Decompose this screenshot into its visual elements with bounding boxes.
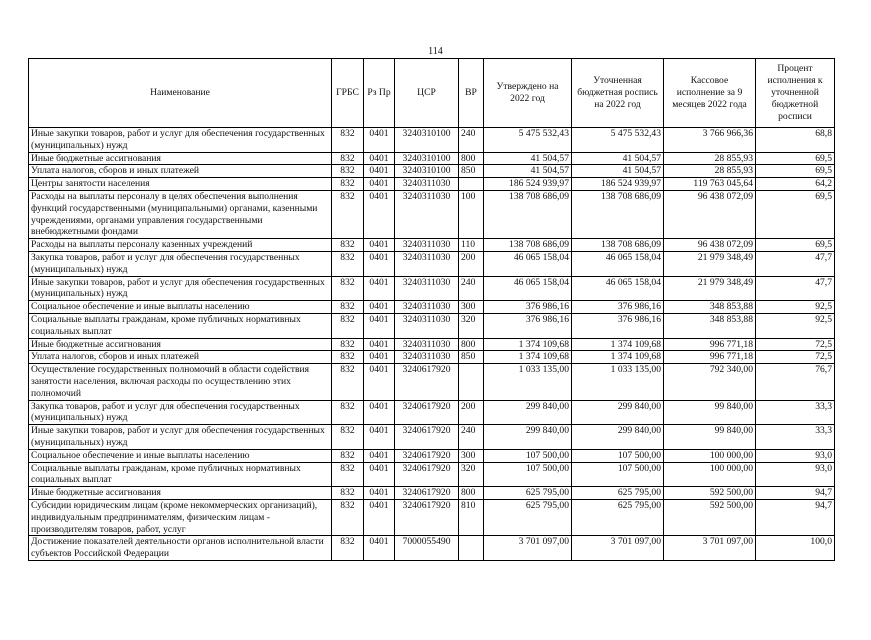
cell-name: Закупка товаров, работ и услуг для обеспечения государственных (муниципальных) нужд [29, 400, 332, 425]
cell-rzpr: 0401 [364, 313, 395, 338]
cell-vr: 320 [459, 313, 484, 338]
cell-cash: 99 840,00 [664, 425, 756, 450]
cell-approved: 138 708 686,09 [484, 190, 572, 238]
cell-grbs: 832 [332, 338, 364, 351]
cell-rzpr: 0401 [364, 152, 395, 165]
cell-cash: 28 855,93 [664, 152, 756, 165]
cell-name: Иные бюджетные ассигнования [29, 152, 332, 165]
cell-grbs: 832 [332, 152, 364, 165]
cell-vr [459, 536, 484, 561]
cell-grbs: 832 [332, 462, 364, 487]
cell-vr: 800 [459, 152, 484, 165]
cell-grbs: 832 [332, 313, 364, 338]
cell-cash: 21 979 348,49 [664, 251, 756, 276]
cell-grbs: 832 [332, 499, 364, 535]
cell-vr [459, 178, 484, 191]
header-approved: Утверждено на 2022 год [484, 59, 572, 128]
cell-name: Иные закупки товаров, работ и услуг для обеспечения государственных (муниципальных) нужд [29, 128, 332, 153]
cell-cash: 3 766 966,36 [664, 128, 756, 153]
cell-approved: 41 504,57 [484, 152, 572, 165]
cell-approved: 1 033 135,00 [484, 364, 572, 400]
cell-grbs: 832 [332, 449, 364, 462]
cell-vr: 320 [459, 462, 484, 487]
cell-rzpr: 0401 [364, 178, 395, 191]
cell-rzpr: 0401 [364, 276, 395, 301]
cell-rzpr: 0401 [364, 239, 395, 252]
cell-csr: 7000055490 [395, 536, 459, 561]
cell-csr: 3240617920 [395, 487, 459, 500]
cell-percent: 69,5 [756, 190, 835, 238]
cell-csr: 3240311030 [395, 178, 459, 191]
cell-csr: 3240617920 [395, 462, 459, 487]
table-row [29, 425, 835, 450]
table-row [29, 400, 835, 425]
cell-name: Иные закупки товаров, работ и услуг для обеспечения государственных (муниципальных) нужд [29, 425, 332, 450]
cell-vr: 300 [459, 301, 484, 314]
table-row [29, 536, 835, 561]
cell-approved: 5 475 532,43 [484, 128, 572, 153]
cell-grbs: 832 [332, 239, 364, 252]
cell-approved: 41 504,57 [484, 165, 572, 178]
cell-approved: 107 500,00 [484, 449, 572, 462]
cell-cash: 28 855,93 [664, 165, 756, 178]
cell-vr: 110 [459, 239, 484, 252]
cell-percent: 72,5 [756, 351, 835, 364]
cell-grbs: 832 [332, 251, 364, 276]
cell-name: Центры занятости населения [29, 178, 332, 191]
cell-name: Социальные выплаты гражданам, кроме публичных нормативных социальных выплат [29, 313, 332, 338]
cell-name: Иные закупки товаров, работ и услуг для обеспечения государственных (муниципальных) нужд [29, 276, 332, 301]
table-row [29, 301, 835, 314]
cell-cash: 99 840,00 [664, 400, 756, 425]
cell-cash: 21 979 348,49 [664, 276, 756, 301]
cell-name: Уплата налогов, сборов и иных платежей [29, 165, 332, 178]
table-row [29, 338, 835, 351]
cell-grbs: 832 [332, 425, 364, 450]
cell-vr: 200 [459, 400, 484, 425]
cell-name: Расходы на выплаты персоналу казенных учреждений [29, 239, 332, 252]
cell-rzpr: 0401 [364, 251, 395, 276]
cell-vr: 300 [459, 449, 484, 462]
cell-approved: 1 374 109,68 [484, 338, 572, 351]
cell-rzpr: 0401 [364, 364, 395, 400]
header-percent: Процент исполнения к уточненной бюджетной росписи [756, 59, 835, 128]
table-header-row [29, 59, 835, 128]
cell-rzpr: 0401 [364, 351, 395, 364]
cell-approved: 625 795,00 [484, 487, 572, 500]
cell-rzpr: 0401 [364, 536, 395, 561]
cell-vr: 100 [459, 190, 484, 238]
cell-percent: 33,3 [756, 425, 835, 450]
cell-approved: 138 708 686,09 [484, 239, 572, 252]
table-row [29, 152, 835, 165]
cell-refined: 625 795,00 [572, 499, 664, 535]
cell-name: Расходы на выплаты персоналу в целях обеспечения выполнения функций государственными (муниципальными) органами, казенными учреждениями, органами управления государственными внебюджетными фондами [29, 190, 332, 238]
cell-approved: 376 986,16 [484, 301, 572, 314]
table-body [29, 128, 835, 561]
cell-vr: 850 [459, 165, 484, 178]
cell-vr: 800 [459, 487, 484, 500]
cell-csr: 3240311030 [395, 301, 459, 314]
cell-name: Социальные выплаты гражданам, кроме публичных нормативных социальных выплат [29, 462, 332, 487]
cell-grbs: 832 [332, 165, 364, 178]
cell-grbs: 832 [332, 536, 364, 561]
cell-percent: 76,7 [756, 364, 835, 400]
table-row [29, 487, 835, 500]
cell-refined: 299 840,00 [572, 425, 664, 450]
cell-vr [459, 364, 484, 400]
cell-approved: 46 065 158,04 [484, 276, 572, 301]
header-grbs: ГРБС [332, 59, 364, 128]
cell-csr: 3240617920 [395, 400, 459, 425]
table-row [29, 190, 835, 238]
cell-refined: 138 708 686,09 [572, 190, 664, 238]
cell-refined: 41 504,57 [572, 152, 664, 165]
cell-name: Закупка товаров, работ и услуг для обеспечения государственных (муниципальных) нужд [29, 251, 332, 276]
table-row [29, 165, 835, 178]
cell-cash: 792 340,00 [664, 364, 756, 400]
cell-vr: 850 [459, 351, 484, 364]
header-name: Наименование [29, 59, 332, 128]
cell-refined: 1 374 109,68 [572, 351, 664, 364]
header-vr: ВР [459, 59, 484, 128]
cell-csr: 3240617920 [395, 425, 459, 450]
table-row [29, 251, 835, 276]
cell-percent: 64,2 [756, 178, 835, 191]
cell-approved: 299 840,00 [484, 400, 572, 425]
cell-refined: 3 701 097,00 [572, 536, 664, 561]
cell-refined: 46 065 158,04 [572, 276, 664, 301]
cell-name: Достижение показателей деятельности органов исполнительной власти субъектов Российской Федерации [29, 536, 332, 561]
cell-vr: 240 [459, 128, 484, 153]
cell-percent: 72,5 [756, 338, 835, 351]
cell-vr: 200 [459, 251, 484, 276]
cell-approved: 376 986,16 [484, 313, 572, 338]
header-csr: ЦСР [395, 59, 459, 128]
cell-refined: 138 708 686,09 [572, 239, 664, 252]
cell-grbs: 832 [332, 178, 364, 191]
cell-rzpr: 0401 [364, 487, 395, 500]
cell-grbs: 832 [332, 364, 364, 400]
cell-csr: 3240310100 [395, 152, 459, 165]
cell-vr: 800 [459, 338, 484, 351]
cell-rzpr: 0401 [364, 462, 395, 487]
table-row [29, 364, 835, 400]
header-cash: Кассовое исполнение за 9 месяцев 2022 года [664, 59, 756, 128]
cell-percent: 92,5 [756, 313, 835, 338]
header-rzpr: Рз Пр [364, 59, 395, 128]
cell-grbs: 832 [332, 301, 364, 314]
cell-percent: 47,7 [756, 276, 835, 301]
cell-rzpr: 0401 [364, 165, 395, 178]
cell-csr: 3240310100 [395, 128, 459, 153]
cell-percent: 69,5 [756, 165, 835, 178]
cell-grbs: 832 [332, 190, 364, 238]
cell-grbs: 832 [332, 276, 364, 301]
cell-approved: 186 524 939,97 [484, 178, 572, 191]
cell-csr: 3240311030 [395, 190, 459, 238]
cell-cash: 96 438 072,09 [664, 190, 756, 238]
cell-approved: 625 795,00 [484, 499, 572, 535]
cell-refined: 46 065 158,04 [572, 251, 664, 276]
cell-refined: 5 475 532,43 [572, 128, 664, 153]
cell-name: Социальное обеспечение и иные выплаты населению [29, 449, 332, 462]
cell-name: Осуществление государственных полномочий в области содействия занятости населения, включая расходы по осуществлению этих полномочий [29, 364, 332, 400]
cell-cash: 996 771,18 [664, 338, 756, 351]
cell-rzpr: 0401 [364, 449, 395, 462]
cell-refined: 186 524 939,97 [572, 178, 664, 191]
cell-approved: 107 500,00 [484, 462, 572, 487]
cell-cash: 996 771,18 [664, 351, 756, 364]
cell-cash: 100 000,00 [664, 462, 756, 487]
cell-rzpr: 0401 [364, 128, 395, 153]
cell-cash: 348 853,88 [664, 301, 756, 314]
cell-percent: 94,7 [756, 487, 835, 500]
budget-execution-table [28, 58, 835, 561]
cell-csr: 3240617920 [395, 364, 459, 400]
cell-rzpr: 0401 [364, 338, 395, 351]
cell-refined: 1 374 109,68 [572, 338, 664, 351]
cell-rzpr: 0401 [364, 190, 395, 238]
cell-csr: 3240311030 [395, 351, 459, 364]
cell-cash: 119 763 045,64 [664, 178, 756, 191]
table-row [29, 313, 835, 338]
table-row [29, 499, 835, 535]
cell-percent: 69,5 [756, 239, 835, 252]
cell-refined: 107 500,00 [572, 462, 664, 487]
cell-vr: 240 [459, 425, 484, 450]
cell-refined: 107 500,00 [572, 449, 664, 462]
cell-percent: 93,0 [756, 449, 835, 462]
cell-approved: 3 701 097,00 [484, 536, 572, 561]
table-row [29, 276, 835, 301]
cell-grbs: 832 [332, 400, 364, 425]
cell-vr: 240 [459, 276, 484, 301]
cell-approved: 46 065 158,04 [484, 251, 572, 276]
cell-approved: 1 374 109,68 [484, 351, 572, 364]
cell-rzpr: 0401 [364, 400, 395, 425]
cell-rzpr: 0401 [364, 301, 395, 314]
page-number: 114 [428, 46, 443, 57]
table-row [29, 178, 835, 191]
cell-grbs: 832 [332, 351, 364, 364]
table-row [29, 351, 835, 364]
cell-csr: 3240311030 [395, 338, 459, 351]
cell-name: Иные бюджетные ассигнования [29, 338, 332, 351]
cell-refined: 41 504,57 [572, 165, 664, 178]
cell-percent: 94,7 [756, 499, 835, 535]
cell-refined: 1 033 135,00 [572, 364, 664, 400]
cell-approved: 299 840,00 [484, 425, 572, 450]
cell-name: Субсидии юридическим лицам (кроме некоммерческих организаций), индивидуальным предпринимателям, физическим лицам - производителям товаров, работ, услуг [29, 499, 332, 535]
cell-percent: 100,0 [756, 536, 835, 561]
cell-csr: 3240311030 [395, 251, 459, 276]
cell-cash: 592 500,00 [664, 487, 756, 500]
cell-refined: 299 840,00 [572, 400, 664, 425]
cell-cash: 3 701 097,00 [664, 536, 756, 561]
cell-cash: 100 000,00 [664, 449, 756, 462]
cell-csr: 3240617920 [395, 499, 459, 535]
cell-csr: 3240311030 [395, 276, 459, 301]
cell-percent: 92,5 [756, 301, 835, 314]
cell-cash: 592 500,00 [664, 499, 756, 535]
cell-percent: 93,0 [756, 462, 835, 487]
cell-name: Социальное обеспечение и иные выплаты населению [29, 301, 332, 314]
cell-percent: 68,8 [756, 128, 835, 153]
cell-rzpr: 0401 [364, 499, 395, 535]
cell-percent: 47,7 [756, 251, 835, 276]
cell-rzpr: 0401 [364, 425, 395, 450]
cell-csr: 3240617920 [395, 449, 459, 462]
cell-refined: 376 986,16 [572, 301, 664, 314]
cell-cash: 96 438 072,09 [664, 239, 756, 252]
cell-csr: 3240311030 [395, 313, 459, 338]
table-row [29, 239, 835, 252]
cell-refined: 625 795,00 [572, 487, 664, 500]
cell-csr: 3240311030 [395, 239, 459, 252]
table-row [29, 128, 835, 153]
header-refined: Уточненная бюджетная роспись на 2022 год [572, 59, 664, 128]
cell-percent: 33,3 [756, 400, 835, 425]
table-row [29, 462, 835, 487]
cell-name: Уплата налогов, сборов и иных платежей [29, 351, 332, 364]
cell-csr: 3240310100 [395, 165, 459, 178]
cell-grbs: 832 [332, 128, 364, 153]
cell-refined: 376 986,16 [572, 313, 664, 338]
cell-cash: 348 853,88 [664, 313, 756, 338]
cell-grbs: 832 [332, 487, 364, 500]
table-row [29, 449, 835, 462]
cell-percent: 69,5 [756, 152, 835, 165]
cell-vr: 810 [459, 499, 484, 535]
cell-name: Иные бюджетные ассигнования [29, 487, 332, 500]
